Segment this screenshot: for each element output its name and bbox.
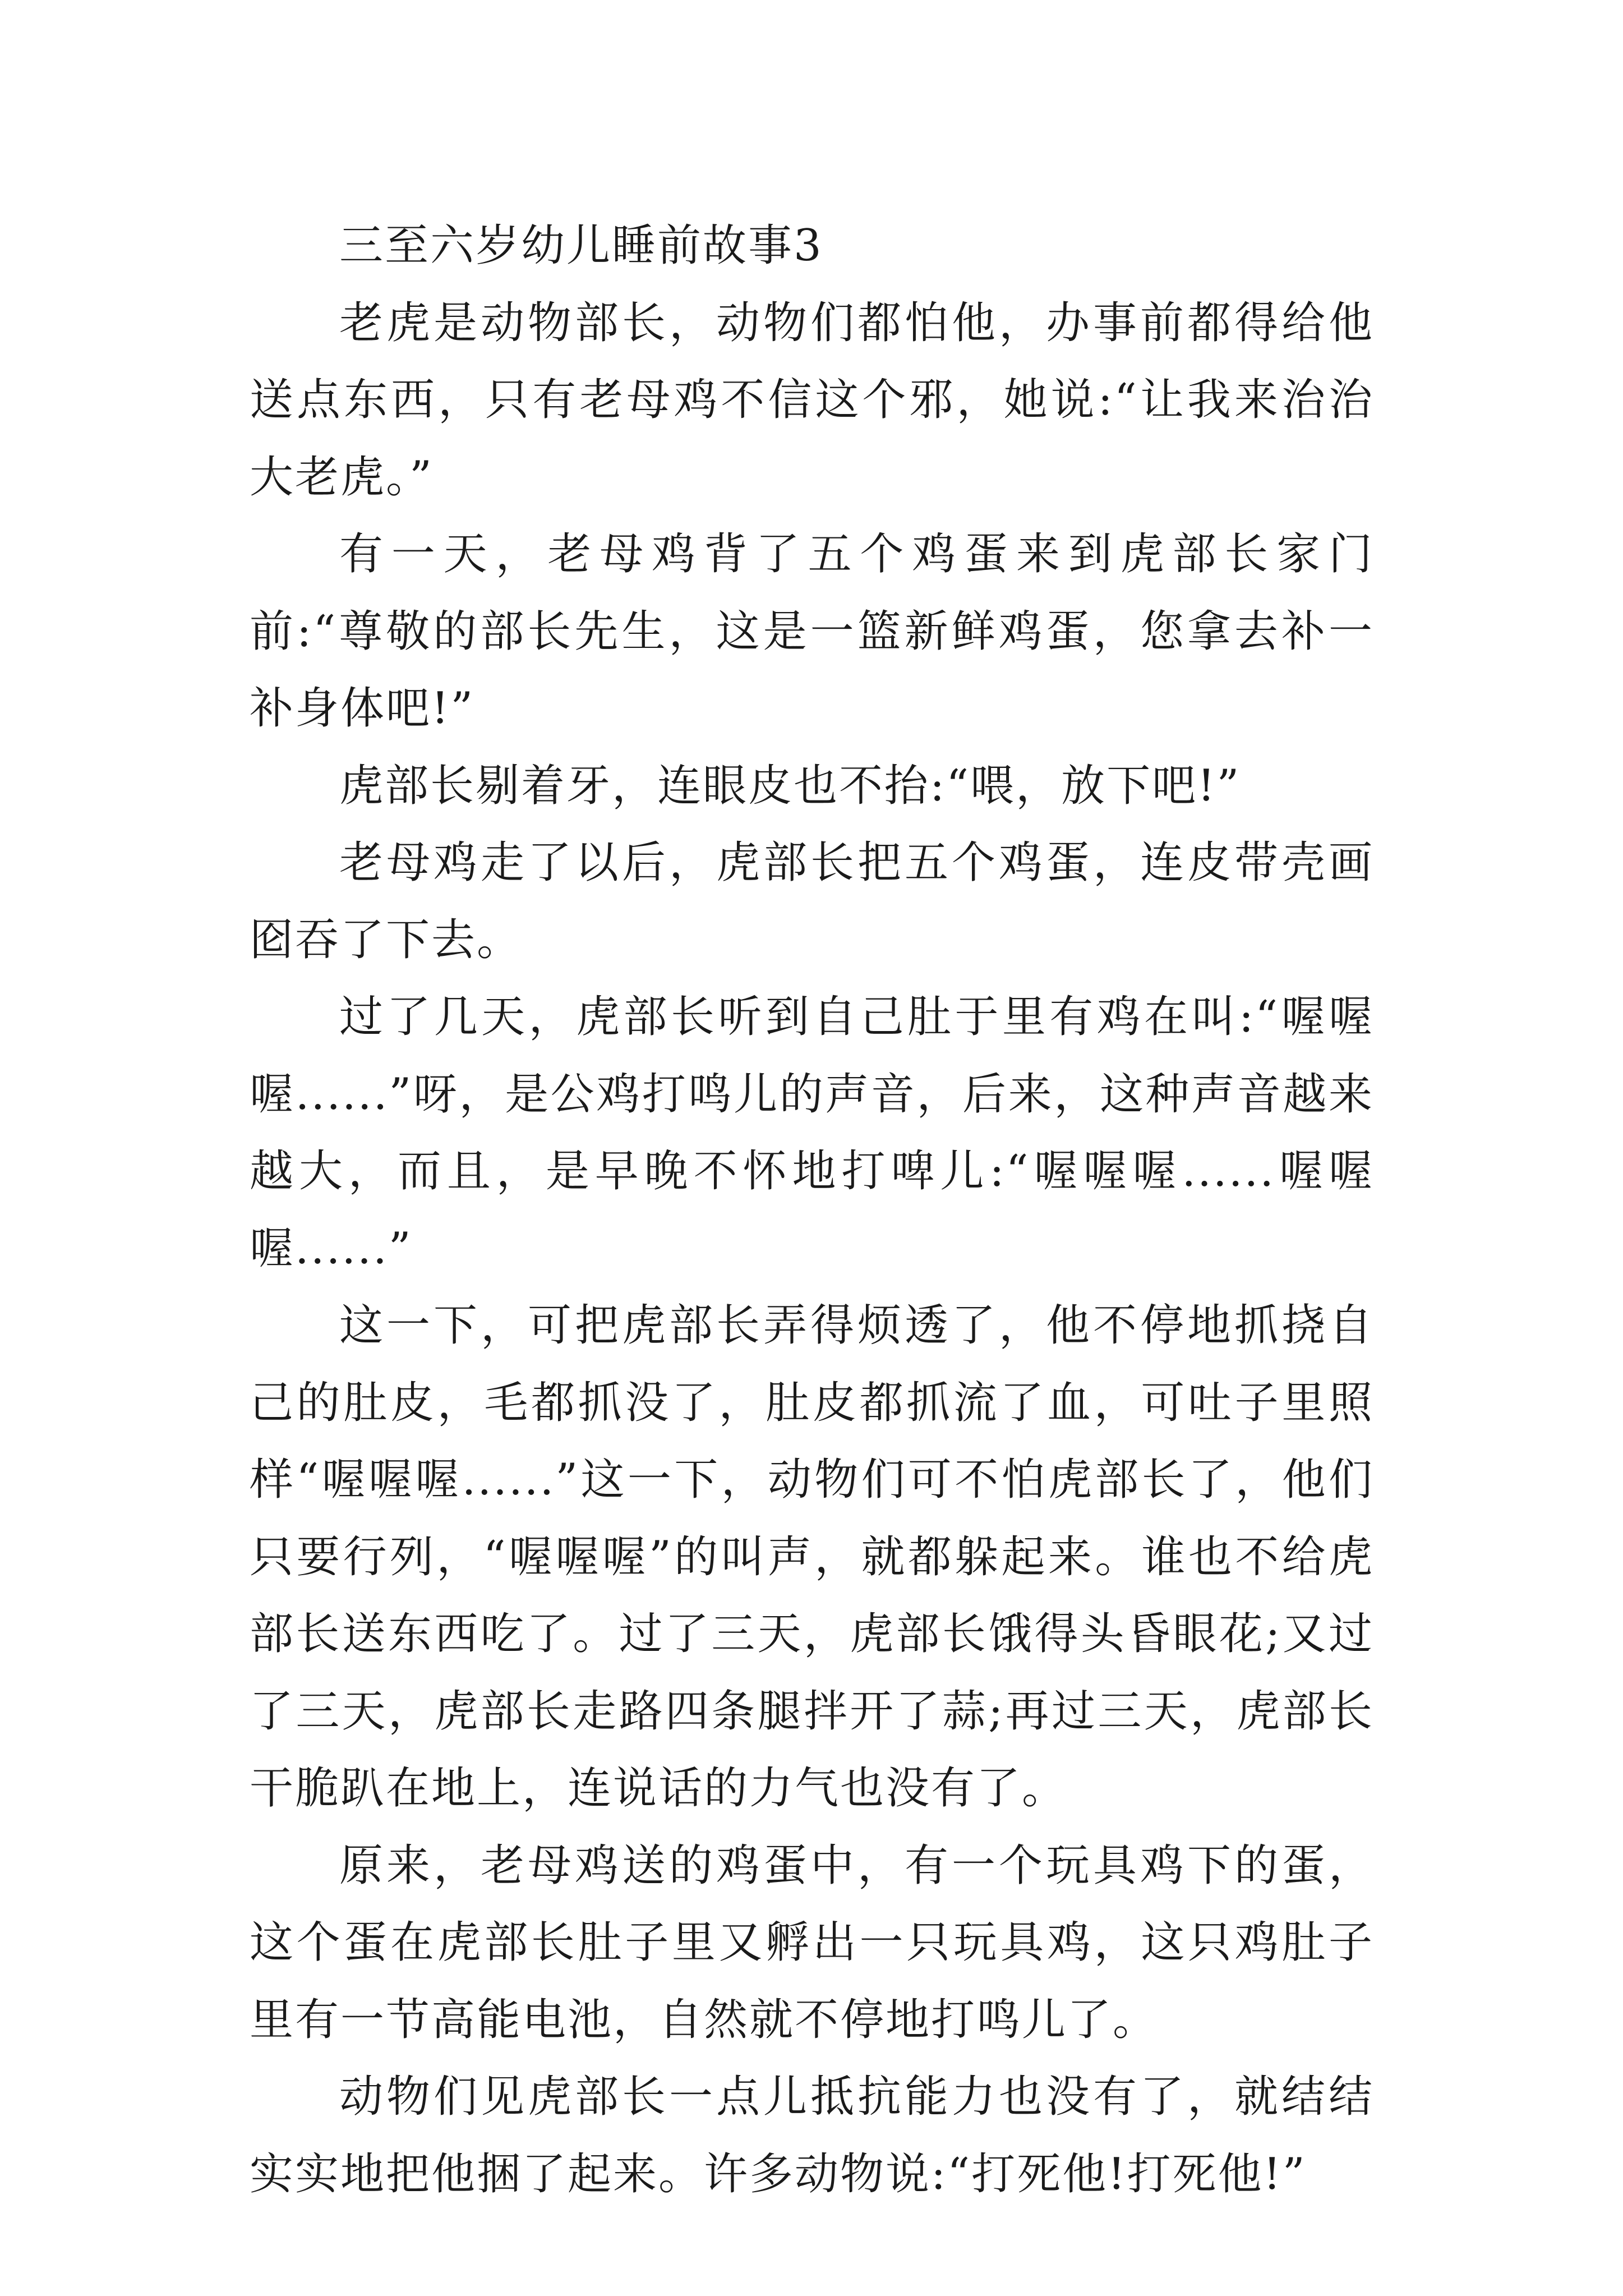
paragraph-5: 过了几天，虎部长听到自己肚于里有鸡在叫:“喔喔喔......”呀，是公鸡打鸣儿的声音，后来，这种声音越来越大，而且，是早晚不怀地打啤儿:“喔喔喔......喔喔喔......”: [250, 992, 1374, 1274]
paragraph-2: 有一天，老母鸡背了五个鸡蛋来到虎部长家门前:“尊敬的部长先生，这是一篮新鲜鸡蛋，您拿去补一补身体吧!”: [250, 529, 1374, 734]
paragraph-8: 动物们见虎部长一点儿抵抗能力也没有了，就结结实实地把他捆了起来。许多动物说:“打死他!打死他!”: [250, 2072, 1374, 2200]
paragraph-7: 原来，老母鸡送的鸡蛋中，有一个玩具鸡下的蛋，这个蛋在虎部长肚子里又孵出一只玩具鸡，这只鸡肚子里有一节高能电池，自然就不停地打鸣儿了。: [250, 1840, 1374, 2045]
document-title: 三至六岁幼儿睡前故事3: [339, 220, 823, 271]
paragraph-3: 虎部长剔着牙，连眼皮也不抬:“喂，放下吧!”: [339, 760, 1241, 811]
paragraph-4: 老母鸡走了以后，虎部长把五个鸡蛋，连皮带壳画囵吞了下去。: [250, 838, 1374, 965]
paragraph-6: 这一下，可把虎部长弄得烦透了，他不停地抓挠自己的肚皮，毛都抓没了，肚皮都抓流了血，可吐子里照样“喔喔喔......”这一下，动物们可不怕虎部长了，他们只要行列，“喔喔喔”的叫声，就都躲起来。谁也不给虎部长送东西吃了。过了三天，虎部长饿得头昏眼花;又过了三天，虎部长走路四条腿拌开了蒜;再过三天，虎部长干脆趴在地上，连说话的力气也没有了。: [250, 1300, 1374, 1814]
document-body: [250, 208, 1374, 2213]
paragraph-1: 老虎是动物部长，动物们都怕他，办事前都得给他送点东西，只有老母鸡不信这个邪，她说:“让我来治治大老虎。”: [250, 297, 1374, 503]
